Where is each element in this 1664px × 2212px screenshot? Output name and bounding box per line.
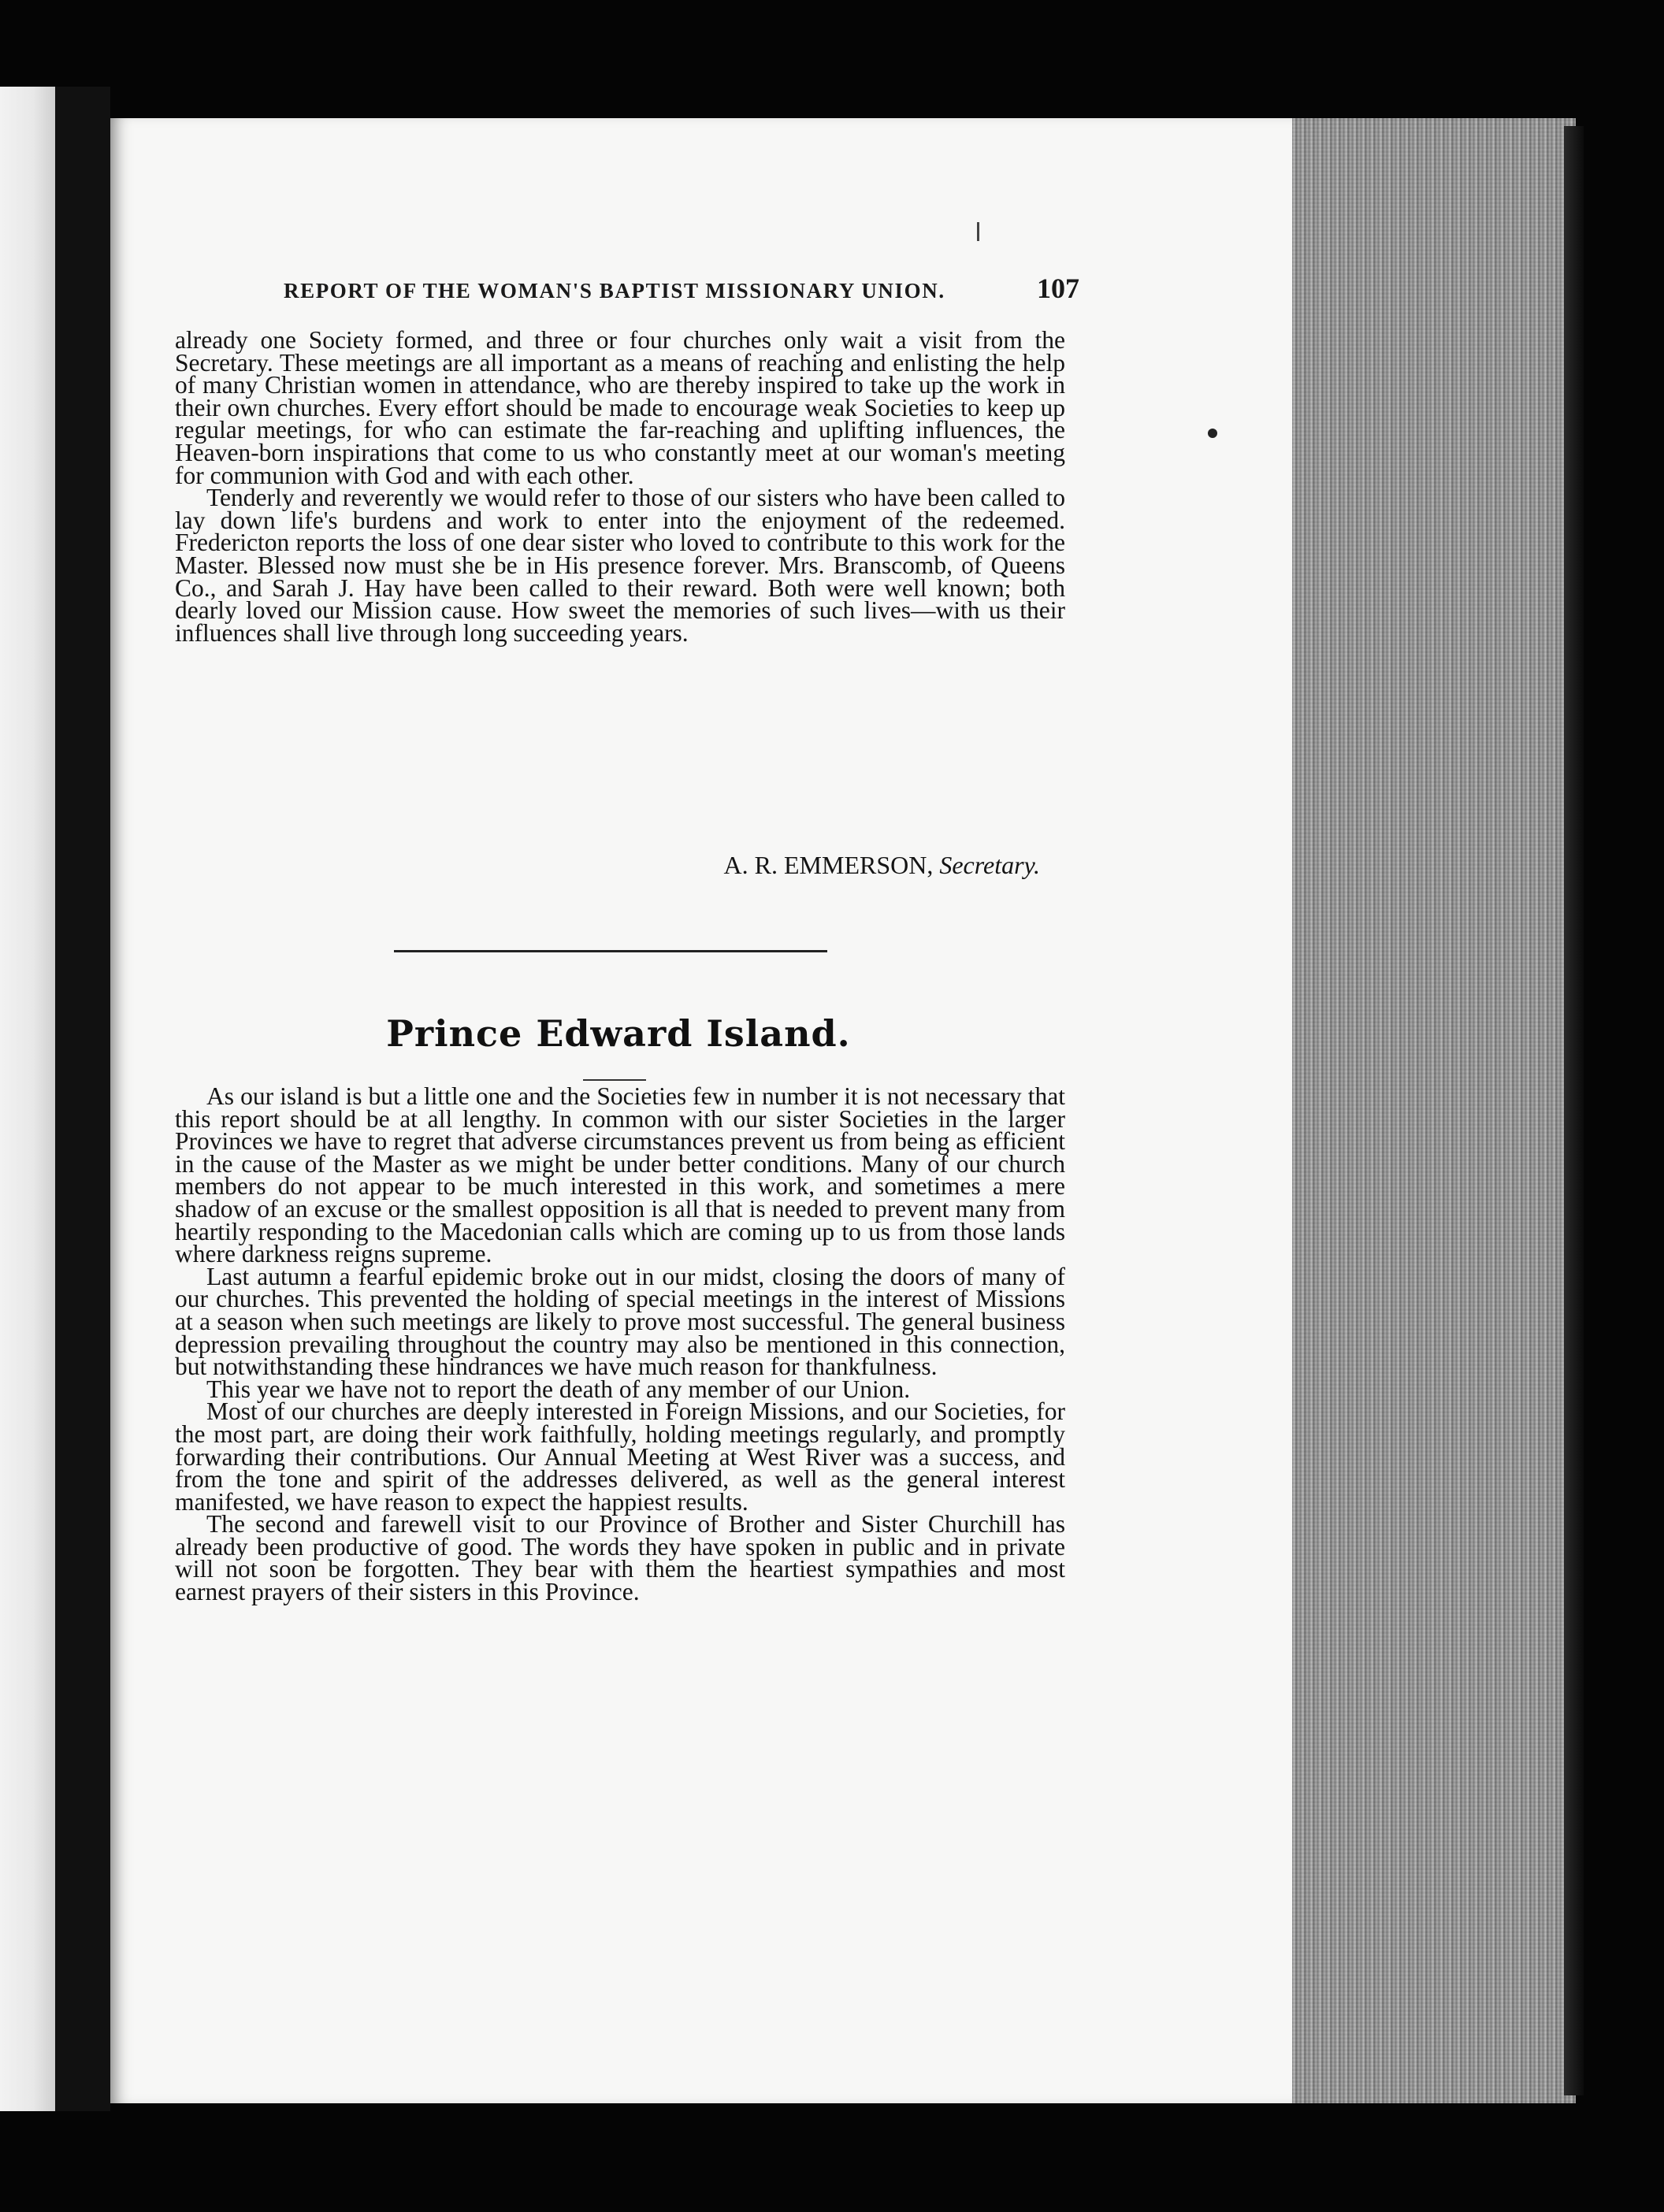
left-page-edge <box>0 87 55 2111</box>
section-title: Prince Edward Island. <box>386 1012 851 1055</box>
signature-name: A. R. EMMERSON, <box>723 851 934 879</box>
section-divider <box>394 950 827 952</box>
page-edges <box>1292 118 1576 2103</box>
paragraph: This year we have not to report the death of any member of our Union. <box>206 1375 911 1403</box>
paragraph: Last autumn a fearful epidemic broke out in our midst, closing the doors of many of our churches. This prevented the holding of special meetings in the interest of Missions at a season when such meetings are likely to prove most successful. The general business depression prevailing throughout the country may also be mentioned in this connection, but notwithstanding these hindrances we have much reason for thankfulness. <box>175 1262 1065 1381</box>
paragraph: The second and farewell visit to our Province of Brother and Sister Churchill has already been productive of good. The words they have spoken in public and in private will not soon be forgotten. They bear with them the heartiest sympathies and most earnest prayers of their sisters in this Province. <box>175 1510 1065 1606</box>
signature <box>173 851 1040 880</box>
section-2-body <box>175 1082 1065 1606</box>
signature-role: Secretary. <box>939 851 1040 879</box>
book-gutter <box>55 87 110 2111</box>
ink-mark <box>977 222 979 241</box>
section-1-body <box>175 326 1065 647</box>
ink-dot <box>1208 429 1217 438</box>
paragraph: Tenderly and reverently we would refer to those of our sisters who have been called to lay down life's burdens and work to enter into the enjoyment of the redeemed. Fredericton reports the loss of one dear sister who loved to contribute to this work for the Master. Blessed now must she be in His presence forever. Mrs. Branscomb, of Queens Co., and Sarah J. Hay have been called to their reward. Both were well known; both dearly loved our Mission cause. How sweet the memories of such lives—with us their influences shall live through long succeeding years. <box>175 484 1065 647</box>
paragraph: Most of our churches are deeply interested in Foreign Missions, and our Societies, for the most part, are doing their work faithfully, holding meetings regularly, and promptly forwarding their contributions. Our Annual Meeting at West River was a success, and from the tone and spirit of the addresses delivered, as well as the general interest manifested, we have reason to expect the happiest results. <box>175 1397 1065 1516</box>
paragraph: As our island is but a little one and the Societies few in number it is not necessary that this report should be at all lengthy. In common with our sister Societies in the larger Provinces we have to regret that adverse circumstances prevent us from being as efficient in the cause of the Master as we might be under better conditions. Many of our church members do not appear to be much interested in this work, and sometimes a mere shadow of an excuse or the smallest opposition is all that is needed to prevent many from heartily responding to the Macedonian calls which are coming up to us from those lands where darkness reigns supreme. <box>175 1082 1065 1268</box>
page-number: 107 <box>1037 273 1079 304</box>
title-underline <box>583 1079 646 1081</box>
book-cover-edge <box>1564 126 1584 2095</box>
running-header <box>284 272 1079 305</box>
running-title: REPORT OF THE WOMAN'S BAPTIST MISSIONARY UNION. <box>284 279 945 302</box>
paragraph: already one Society formed, and three or four churches only wait a visit from the Secretary. These meetings are all important as a means of reaching and enlisting the help of many Christian women in attendance, who are thereby inspired to take up the work in their own churches. Every effort should be made to encourage weak Societies to keep up regular meetings, for who can estimate the far-reaching and uplifting influences, the Heaven-born inspirations that come to us who constantly meet at our woman's meeting for communion with God and with each other. <box>175 326 1065 489</box>
